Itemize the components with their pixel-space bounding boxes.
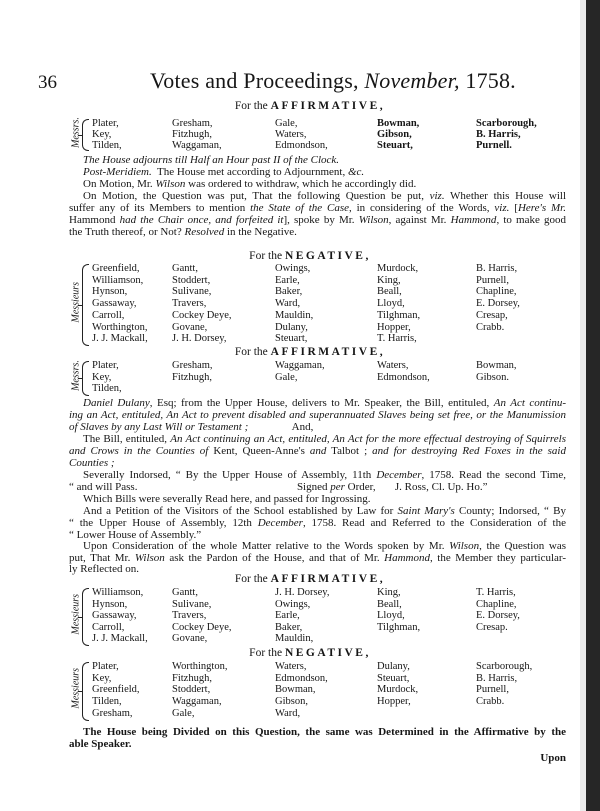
vote-member-name: Purnell, (476, 274, 509, 286)
vote-member-name: Plater, (92, 118, 119, 129)
text-segment: ly Reflected on. (69, 563, 139, 575)
vote-member-name: Bowman, (275, 684, 316, 696)
vote-member-name: Chapline, (476, 286, 517, 298)
vote-heading-side: NEGATIVE, (284, 250, 371, 262)
text-segment: On Motion, the Question was put, That the following Question be put, (83, 190, 430, 202)
vote-member-name: Beall, (377, 286, 402, 298)
text-segment: The House being Divided on this Question, the same was Determined in the Affirmative by the (83, 726, 566, 738)
vote-member-name: Lloyd, (377, 298, 405, 310)
vote-member-name: B. Harris, (476, 263, 518, 274)
vote-member-name: Travers, (172, 610, 207, 622)
vote-member-name: Crabb. (476, 321, 505, 333)
text-line (69, 752, 566, 764)
vote-member-name: Fitzhugh, (172, 371, 212, 383)
vote-member-name: Sulivane, (172, 598, 212, 610)
vote-member-name: Tilden, (92, 139, 122, 151)
vote-member-name: Stoddert, (172, 684, 211, 696)
text-segment: , to make good (496, 214, 566, 226)
text-line (83, 397, 566, 409)
vote-members-label: Messieurs (70, 281, 82, 323)
vote-heading-prefix: For the (234, 346, 271, 358)
text-segment: Which Bills were severally Read here, and passed for Ingrossing. (83, 493, 371, 505)
vote-member-name: Owings, (275, 598, 311, 610)
vote-heading-side: AFFIRMATIVE, (270, 573, 386, 585)
vote-member-name: J. J. Mackall, (92, 333, 148, 345)
text-line (83, 190, 566, 202)
vote-member-name: Gibson. (476, 371, 509, 383)
vote-member-name: Govane, (172, 321, 208, 333)
italic-text: had the Chair once, and forfeited it (119, 214, 284, 226)
italic-text: Counties ; (69, 457, 115, 469)
vote-member-name: Greenfield, (92, 684, 140, 696)
vote-member-name: Gassaway, (92, 610, 137, 622)
italic-text: and (309, 445, 327, 457)
vote-heading-prefix: For the (234, 573, 271, 585)
text-segment: The Bill, entituled, (83, 433, 171, 445)
vote-member-name: Scarborough, (476, 661, 533, 672)
vote-member-name: Earle, (275, 610, 300, 622)
vote-member-name: Cockey Deye, (172, 309, 232, 321)
vote-member-name: Dulany, (377, 661, 410, 672)
italic-text: Wilson (134, 552, 165, 564)
vote-member-name: Baker, (275, 621, 303, 633)
vote-member-name: Fitzhugh, (172, 128, 212, 140)
vote-member-name: Gale, (275, 371, 298, 383)
vote-member-name: Lloyd, (377, 610, 405, 622)
text-segment: The House met according to Adjournment, (151, 166, 348, 178)
text-segment: ], spoke by Mr. (283, 214, 359, 226)
vote-member-name: Ward, (275, 298, 301, 310)
text-segment: put, That Mr. (69, 552, 135, 564)
italic-text: ing an Act, entituled, An Act to prevent disabled and superannuated Slaves being set free, or the Manumission (69, 409, 566, 421)
vote-member-name: Bowman, (377, 118, 420, 129)
text-line (83, 469, 566, 481)
vote-member-name: Waters, (377, 360, 409, 371)
vote-member-name: Sulivane, (172, 286, 212, 298)
text-segment: , the Question was (479, 540, 566, 552)
vote-member-name: Mauldin, (275, 309, 314, 321)
page-number: 36 (38, 72, 57, 93)
italic-text: viz. (429, 190, 445, 202)
vote-member-name: Dulany, (275, 321, 308, 333)
vote-member-name: Worthington, (92, 321, 148, 333)
vote-member-name: Steuart, (275, 333, 308, 345)
vote-member-name: Tilden, (92, 696, 122, 708)
italic-text: Here's Mr. (517, 202, 566, 214)
vote-member-name: Mauldin, (275, 633, 314, 645)
text-line (69, 445, 566, 457)
vote-member-name: Hynson, (92, 598, 128, 610)
italic-text: December (257, 517, 303, 529)
text-segment: was ordered to withdraw, which he accordingly did. (185, 178, 417, 190)
vote-member-name: Gantt, (172, 587, 198, 598)
text-line (83, 154, 566, 166)
vote-member-name: Waggaman, (172, 696, 222, 708)
text-line (83, 505, 566, 517)
vote-bracket (82, 264, 89, 346)
text-line (69, 202, 566, 214)
vote-member-name: E. Dorsey, (476, 298, 520, 310)
vote-members-label: Messieurs (70, 668, 82, 709)
vote-member-name: Gibson, (377, 128, 412, 140)
text-line (69, 226, 566, 238)
text-segment: , 1758. Read and Referred to the Consideration of the (302, 517, 566, 529)
vote-member-name: Murdock, (377, 684, 419, 696)
vote-member-name: Purnell. (476, 139, 512, 151)
text-line (69, 421, 566, 433)
vote-member-name: Edmondson, (377, 371, 430, 383)
text-segment: Talbot ; (326, 445, 373, 457)
vote-member-name: Waters, (275, 128, 307, 140)
vote-member-name: Fitzhugh, (172, 672, 212, 684)
vote-member-name: B. Harris, (476, 128, 521, 140)
vote-member-name: J. J. Mackall, (92, 633, 148, 645)
text-segment: , in considering of the Words, (349, 202, 495, 214)
text-line (83, 493, 566, 505)
text-line (83, 166, 566, 178)
vote-member-name: Tilghman, (377, 309, 421, 321)
vote-member-name: King, (377, 587, 401, 598)
vote-member-name: Cresap, (476, 309, 508, 321)
vote-member-name: Gantt, (172, 263, 198, 274)
vote-member-name: Chapline, (476, 598, 517, 610)
text-segment: “ Lower House of Assembly.” (69, 529, 202, 541)
vote-member-name: Key, (92, 128, 112, 140)
vote-member-name: Travers, (172, 298, 207, 310)
text-segment: , the Member they particular- (430, 552, 566, 564)
vote-member-name: Govane, (172, 633, 208, 645)
text-segment: Whether this House will (444, 190, 566, 202)
vote-members-label: Messieurs (70, 593, 82, 635)
vote-member-name: Waggaman, (275, 360, 325, 371)
vote-member-name: Williamson, (92, 587, 144, 598)
text-segment: Order, J. Ross, Cl. Up. Ho.” (344, 481, 488, 493)
text-segment: , against Mr. (388, 214, 451, 226)
title-month: November, (364, 68, 460, 93)
vote-member-name: Gibson, (275, 696, 308, 708)
vote-heading-prefix: For the (249, 250, 285, 262)
scan-border (586, 0, 600, 811)
vote-bracket (82, 361, 89, 396)
italic-text: and Crows in the Counties of (69, 445, 209, 457)
vote-member-name: Stoddert, (172, 274, 211, 286)
italic-text: &c. (347, 166, 365, 178)
vote-member-name: J. H. Dorsey, (275, 587, 330, 598)
text-segment: And a Petition of the Visitors of the School established by Law for (83, 505, 398, 517)
text-segment: able Speaker. (69, 738, 132, 750)
vote-heading-side: AFFIRMATIVE, (270, 346, 386, 358)
vote-member-name: Gresham, (172, 360, 213, 371)
vote-member-name: Tilghman, (377, 621, 421, 633)
vote-bracket (82, 662, 89, 721)
vote-member-name: Edmondson, (275, 139, 328, 151)
text-segment: Upon (540, 752, 566, 764)
vote-member-name: Cresap. (476, 621, 508, 633)
vote-bracket (82, 119, 89, 151)
vote-member-name: E. Dorsey, (476, 610, 520, 622)
italic-text: Post-Meridiem. (83, 166, 152, 178)
text-line (83, 726, 566, 738)
title-year: 1758. (465, 68, 516, 93)
vote-member-name: Steuart, (377, 672, 410, 684)
text-segment: On Motion, Mr. (83, 178, 156, 190)
text-segment: Hammond (69, 214, 120, 226)
page-title (150, 68, 516, 94)
vote-member-name: Waggaman, (172, 139, 222, 151)
vote-member-name: Edmondson, (275, 672, 328, 684)
vote-heading-prefix: For the (249, 647, 285, 659)
vote-member-name: Cockey Deye, (172, 621, 232, 633)
italic-text: Hammond (384, 552, 431, 564)
text-segment: ask the Pardon of the House, and that of Mr. (164, 552, 385, 564)
vote-member-name: Greenfield, (92, 263, 140, 274)
vote-member-name: Baker, (275, 286, 303, 298)
vote-heading (0, 100, 600, 112)
vote-member-name: Carroll, (92, 621, 125, 633)
vote-member-name: T. Harris, (476, 587, 516, 598)
vote-member-name: Murdock, (377, 263, 419, 274)
italic-text: per (330, 481, 345, 493)
vote-heading-side: AFFIRMATIVE, (270, 100, 386, 112)
vote-heading (0, 250, 600, 262)
italic-text: Daniel Dulany (83, 397, 150, 409)
italic-text: The House adjourns till Half an Hour past II of the Clock. (83, 154, 340, 166)
italic-text: the State of the Case (250, 202, 349, 214)
italic-text: viz. (494, 202, 510, 214)
vote-member-name: Waters, (275, 661, 307, 672)
italic-text: An Act continuing an Act, entituled, An Act for the more effectual destroying of Squirrels (170, 433, 566, 445)
text-line (83, 433, 566, 445)
text-segment: County; Indorsed, “ By (454, 505, 566, 517)
vote-bracket (82, 588, 89, 646)
vote-member-name: Plater, (92, 360, 119, 371)
vote-heading-side: NEGATIVE, (284, 647, 371, 659)
text-line (83, 540, 566, 552)
vote-member-name: Plater, (92, 661, 119, 672)
vote-member-name: J. H. Dorsey, (172, 333, 227, 345)
vote-heading (0, 647, 600, 659)
vote-member-name: Ward, (275, 707, 301, 719)
text-line (83, 178, 566, 190)
italic-text: Wilson (358, 214, 389, 226)
text-segment: Kent, Queen-Anne's (208, 445, 310, 457)
vote-member-name: B. Harris, (476, 672, 518, 684)
vote-member-name: Hynson, (92, 286, 128, 298)
vote-member-name: Crabb. (476, 696, 505, 708)
vote-members-label: Messrs. (70, 117, 82, 149)
text-line (69, 738, 566, 750)
vote-member-name: Gresham, (172, 118, 213, 129)
text-segment: Upon Consideration of the whole Matter relative to the Words spoken by Mr. (83, 540, 450, 552)
vote-member-name: Scarborough, (476, 118, 537, 129)
vote-member-name: Purnell, (476, 684, 509, 696)
text-line (69, 517, 566, 529)
vote-heading (0, 346, 600, 358)
italic-text: of Slaves by any Last Will or Testament ; (69, 421, 249, 433)
vote-heading-prefix: For the (234, 100, 271, 112)
vote-member-name: Worthington, (172, 661, 228, 672)
vote-member-name: Earle, (275, 274, 300, 286)
title-main: Votes and Proceedings, (150, 68, 359, 93)
text-line (69, 457, 566, 469)
text-line (69, 214, 566, 226)
text-segment: [ (509, 202, 518, 214)
italic-text: Saint Mary's (397, 505, 455, 517)
vote-member-name: Tilden, (92, 383, 122, 395)
text-segment: “ the Upper House of Assembly, 12th (69, 517, 258, 529)
text-segment: Severally Indorsed, “ By the Upper House of Assembly, 11th (83, 469, 377, 481)
vote-member-name: Owings, (275, 263, 311, 274)
text-segment: , 1758. Read the second Time, (421, 469, 566, 481)
italic-text: Wilson (449, 540, 480, 552)
text-segment: And, (248, 421, 314, 433)
vote-member-name: Gresham, (92, 707, 133, 719)
text-line (69, 563, 566, 575)
vote-member-name: Williamson, (92, 274, 144, 286)
vote-member-name: T. Harris, (377, 333, 417, 345)
text-segment: suffer any of its Members to mention (69, 202, 251, 214)
vote-member-name: Beall, (377, 598, 402, 610)
italic-text: December (376, 469, 422, 481)
vote-member-name: Bowman, (476, 360, 517, 371)
vote-member-name: Key, (92, 672, 112, 684)
italic-text: Wilson (155, 178, 186, 190)
vote-member-name: Key, (92, 371, 112, 383)
vote-member-name: Hopper, (377, 696, 411, 708)
vote-member-name: Hopper, (377, 321, 411, 333)
italic-text: An Act continu- (493, 397, 566, 409)
vote-member-name: Gale, (172, 707, 195, 719)
italic-text: Hammond (450, 214, 497, 226)
text-segment: , Esq; from the Upper House, delivers to Mr. Speaker, the Bill, entituled, (149, 397, 494, 409)
vote-member-name: Gale, (275, 118, 298, 129)
vote-member-name: Carroll, (92, 309, 125, 321)
italic-text: Resolved (184, 226, 225, 238)
italic-text: and for destroying Red Foxes in the said (372, 445, 566, 457)
vote-member-name: King, (377, 274, 401, 286)
text-segment: “ and will Pass. Signed (69, 481, 331, 493)
vote-members-label: Messrs. (70, 360, 82, 392)
vote-member-name: Gassaway, (92, 298, 137, 310)
text-segment: the Truth thereof, or Not? (69, 226, 185, 238)
text-line (69, 409, 566, 421)
text-segment: in the Negative. (224, 226, 297, 238)
vote-member-name: Steuart, (377, 139, 413, 151)
text-line (69, 481, 566, 493)
